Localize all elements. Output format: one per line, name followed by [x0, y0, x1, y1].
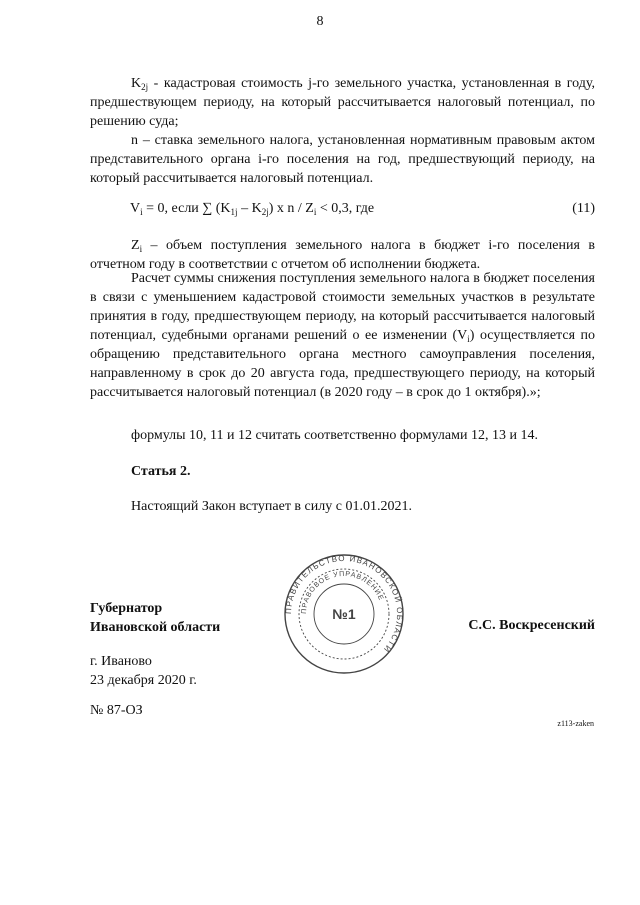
definition-k2j: [90, 74, 595, 131]
official-seal: [283, 553, 405, 675]
svg-text:ПРАВИТЕЛЬСТВО ИВАНОВСКОЙ ОБЛАС: [284, 554, 404, 655]
calculation-paragraph: [90, 269, 595, 402]
page-number: 8: [316, 14, 324, 29]
signer-title-line-2: Ивановской области: [90, 620, 221, 635]
definition-n: [90, 131, 595, 188]
seal-inner-text: ПРАВОВОЕ УПРАВЛЕНИЕ: [300, 570, 385, 615]
definition-zi-text: $Z_i$ – объем поступления земельного налога в бюджет i-го поселения в отчетном году в соответствии с отчетом об исполнении бюджета.: [90, 238, 595, 272]
formulas-renumber-text: формулы 10, 11 и 12 считать соответственно формулами 12, 13 и 14.: [131, 428, 538, 443]
signer-title: [90, 599, 220, 637]
file-code: z113-zaken: [557, 719, 594, 728]
formulas-renumber-paragraph: [90, 426, 595, 445]
seal-outer-text: ПРАВИТЕЛЬСТВО ИВАНОВСКОЙ ОБЛАСТИ: [283, 553, 405, 655]
city: г. Иваново: [90, 654, 152, 669]
law-number: № 87-ОЗ: [90, 703, 143, 718]
signer-title-line-1: Губернатор: [90, 601, 163, 616]
formula: $V_i = 0$, если ∑ $(K_{1j} - K_{2j})$ x $n / Z_i < 0,3$, где: [130, 201, 375, 217]
calculation-paragraph-text: Расчет суммы снижения поступления земельного налога в бюджет поселения в связи с уменьшением кадастровой стоимости земельных участков в результате принятия в году, предшествующем периоду, на который рассчитывается налоговый потенциал, судебными органами решений о ее изменении $(V_i)$ осуществляется по обращению представительного органа местного самоуправления поселения, направленному в срок до 20 августа года, предшествующего периоду, на который рассчитывается налоговый потенциал (в 2020 году – в срок до 1 октября).»;: [90, 271, 595, 400]
definition-k2j-text: $K_{2j}$ - кадастровая стоимость j-го земельного участка, установленная в году, предшествующем периоду, на который рассчитывается налоговый потенциал, по решению суда;: [90, 76, 595, 129]
signing-date: 23 декабря 2020 г.: [90, 673, 197, 688]
article-text: Настоящий Закон вступает в силу с 01.01.2021.: [131, 499, 412, 514]
city-date-block: [90, 652, 197, 690]
article-title: Статья 2.: [131, 464, 191, 479]
formula-number: (11): [572, 201, 595, 216]
definition-n-text: n – ставка земельного налога, установленная нормативным правовым актом представительного органа i-го поселения на год, предшествующий периоду, на который рассчитывается налоговый потенциал.: [90, 133, 595, 186]
signer-name: С.С. Воскресенский: [468, 618, 595, 633]
seal-center-number: №1: [332, 606, 356, 622]
